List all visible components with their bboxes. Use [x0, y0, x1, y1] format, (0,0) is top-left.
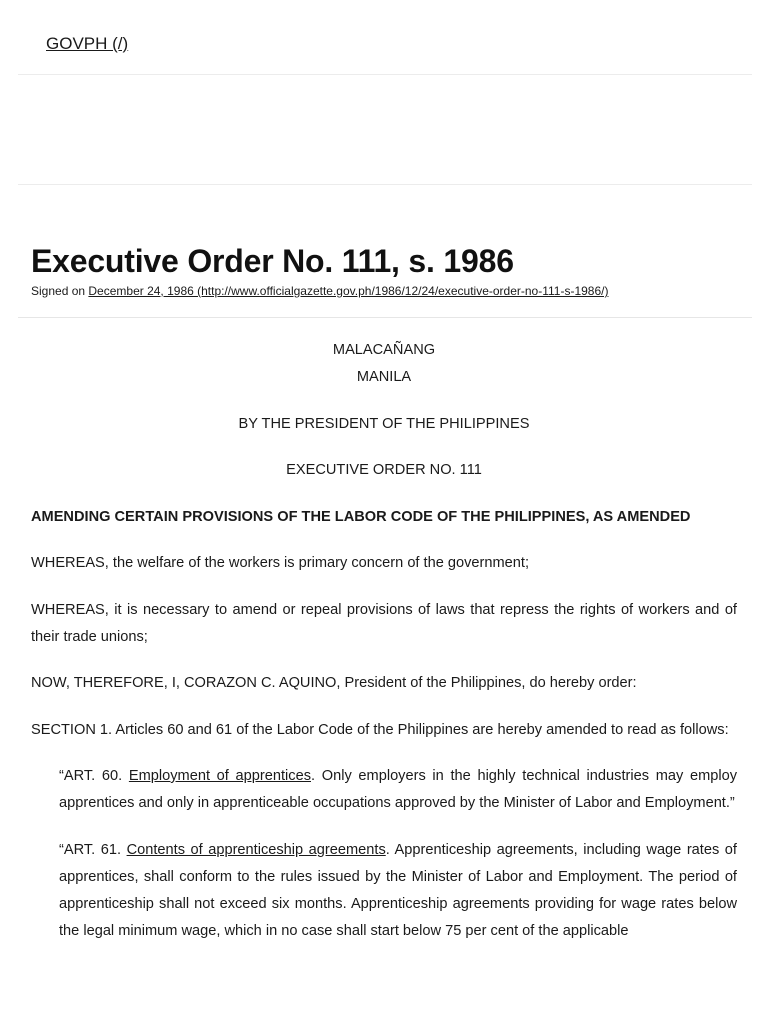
- top-nav-bar: [18, 0, 752, 75]
- art60-text: . Only employers in the highly technical industries may employ apprentices and only in apprenticeable occupations approved by the Minister of Labor and Employment.”: [59, 768, 737, 811]
- header-banner-area: [18, 75, 752, 185]
- signed-prefix: Signed on: [31, 284, 89, 298]
- document-body: [31, 337, 737, 964]
- now-therefore-paragraph: NOW, THEREFORE, I, CORAZON C. AQUINO, President of the Philippines, do hereby order:: [31, 675, 637, 691]
- art61-prefix: “ART. 61.: [59, 841, 127, 858]
- page-title: Executive Order No. 111, s. 1986: [31, 243, 514, 279]
- section-1-paragraph: SECTION 1. Articles 60 and 61 of the Labor Code of the Philippines are hereby amended to read as follows:: [31, 721, 729, 738]
- order-heading: AMENDING CERTAIN PROVISIONS OF THE LABOR CODE OF THE PHILIPPINES, AS AMENDED: [31, 508, 691, 525]
- article-61-paragraph: [31, 837, 737, 945]
- by-president-line: BY THE PRESIDENT OF THE PHILIPPINES: [238, 415, 530, 432]
- signed-date-line: [31, 284, 608, 298]
- govph-link[interactable]: GOVPH (/): [46, 34, 129, 53]
- article-60-paragraph: [31, 763, 737, 817]
- art60-prefix: “ART. 60.: [59, 768, 129, 784]
- place-header: [31, 337, 737, 391]
- place-line-manila: MANILA: [356, 369, 412, 385]
- whereas-paragraph-2: WHEREAS, it is necessary to amend or repeal provisions of laws that repress the rights of workers and of their trade unions;: [31, 601, 737, 645]
- whereas-paragraph-1: WHEREAS, the welfare of the workers is primary concern of the government;: [31, 555, 530, 571]
- art61-text: . Apprenticeship agreements, including wage rates of apprentices, shall conform to the rules issued by the Minister of Labor and Employment. The period of apprenticeship shall not exceed six months. Apprenticeship agreements providing for wage rates below the legal minimum wage, which in no case shall start below 75 per cent of the applicable: [59, 841, 737, 939]
- signed-date-link[interactable]: December 24, 1986 (http://www.officialgazette.gov.ph/1986/12/24/executive-order-no-111-s-1986/): [88, 284, 609, 298]
- art60-title: Employment of apprentices: [128, 768, 311, 784]
- art61-title: Contents of apprenticeship agreements: [126, 841, 386, 858]
- order-number-line: EXECUTIVE ORDER NO. 111: [286, 462, 482, 478]
- place-line-malacanang: MALACAÑANG: [332, 342, 436, 358]
- document-title-block: [18, 185, 752, 318]
